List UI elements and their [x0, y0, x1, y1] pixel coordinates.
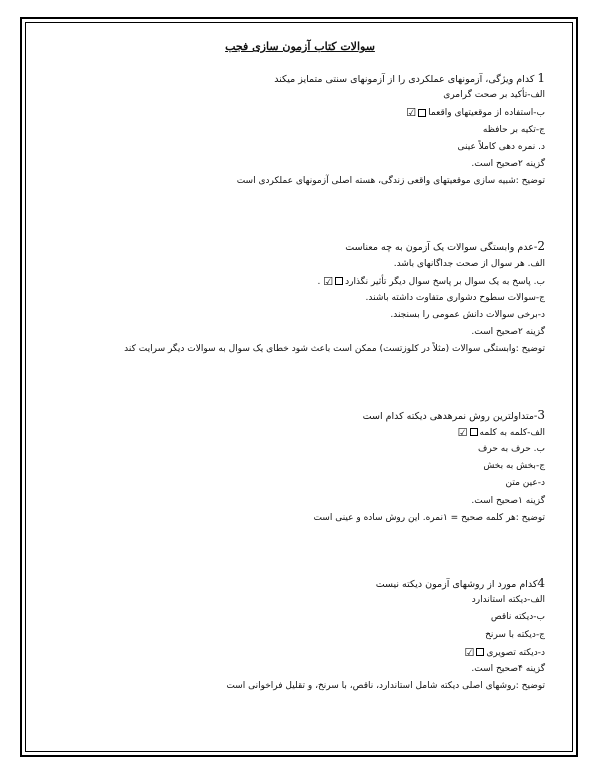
question-number: 2 [537, 239, 545, 254]
option-a [75, 424, 545, 441]
explanation-line: توضیح :وابستگی سوالات (مثلاً در کلوزتست) ممکن است باعث شود خطای یک سوال به سوالات دیگر سرایت کند [124, 344, 545, 355]
question-stem: -عدم وابستگی سوالات یک آزمون به چه معناست [345, 242, 538, 254]
checkbox-icon [476, 648, 484, 656]
option-text: الف-کلمه به کلمه [479, 427, 545, 438]
option-d [75, 307, 545, 324]
question-stem: کدام ویژگی، آزمونهای عملکردی را از آزمونهای سنتی متمایز میکند [274, 74, 538, 85]
answer-line: گزینه ۲صحیح است. [471, 327, 545, 338]
question-text [75, 575, 545, 592]
question-text [75, 407, 545, 424]
option-c [75, 122, 545, 139]
option-d [75, 139, 545, 156]
option-text: د-برخی سوالات دانش عمومی را بسنجند. [390, 310, 545, 321]
question-stem: -متداولترین روش نمرهدهی دیکته کدام است [362, 410, 538, 422]
option-text: الف-تأکید بر صحت گرامری [443, 90, 545, 101]
option-a [75, 87, 545, 104]
option-text: ب-دیکته ناقص [490, 612, 545, 623]
explanation-line: توضیح :هر کلمه صحیح = ۱نمره. این روش ساده و عینی است [313, 512, 545, 523]
option-c [75, 458, 545, 475]
option-c [75, 627, 545, 644]
option-text: د-عین متن [505, 478, 545, 489]
question-1 [75, 70, 545, 190]
option-text: الف. هر سوال از صحت جداگانهای باشد. [393, 258, 545, 269]
checkbox-icon [418, 109, 426, 117]
option-b [75, 441, 545, 458]
option-text: د-دیکته تصویری [486, 647, 545, 658]
option-b [75, 609, 545, 626]
answer-line: گزینه ۲صحیح است. [471, 158, 545, 169]
answer-line: گزینه ۴صحیح است. [471, 663, 545, 674]
option-b [75, 104, 545, 121]
checked-box-icon: ☑ [406, 106, 417, 120]
checkbox-icon [470, 428, 478, 436]
option-a [75, 592, 545, 609]
question-4 [75, 575, 545, 695]
checked-box-icon: ☑ [464, 645, 475, 659]
option-b: ب. پاسخ به یک سوال بر پاسخ سوال دیگر تأثیر نگذارد☑ . [317, 274, 545, 288]
option-c [75, 290, 545, 307]
question-text [75, 70, 545, 87]
question-number: 4 [537, 575, 545, 590]
question-text [75, 238, 545, 255]
option-d [75, 475, 545, 492]
option-text: ج-سوالات سطوح دشواری متفاوت داشته باشند. [365, 292, 545, 303]
document-title: سوالات کتاب آزمون سازی فجب [225, 40, 375, 53]
explanation-line: توضیح :روشهای اصلی دیکته شامل استاندارد، ناقص، با سرنخ، و تقلیل فراخوانی است [226, 681, 545, 692]
question-number: 3 [537, 407, 545, 422]
option-text: د. نمره دهی کاملاً عینی [457, 141, 545, 152]
option-text: الف-دیکته استاندارد [471, 595, 545, 606]
answer-line: گزینه ۱صحیح است. [471, 495, 545, 506]
explanation-line: توضیح :شبیه سازی موقعیتهای واقعی زندگی، هسته اصلی آزمونهای عملکردی است [236, 176, 545, 187]
question-stem: کدام مورد از روشهای آزمون دیکته نیست [375, 578, 538, 590]
question-list [75, 70, 545, 695]
question-3 [75, 407, 545, 527]
checked-box-icon: ☑ [323, 274, 334, 288]
option-text: ب. حرف به حرف [478, 444, 545, 454]
option-text: ب-استفاده از موقعیتهای واقعما [428, 108, 545, 119]
checkbox-icon [335, 277, 343, 285]
option-a [75, 256, 545, 273]
question-number: 1 [537, 71, 545, 85]
option-text: ب. پاسخ به یک سوال بر پاسخ سوال دیگر تأثیر نگذارد [345, 276, 545, 287]
question-2 [75, 238, 545, 358]
option-text: ج-تکیه بر حافظه [482, 124, 545, 135]
option-text: ج-بخش به بخش [483, 461, 545, 472]
option-text: ج-دیکته با سرنخ [485, 629, 545, 640]
option-d [75, 644, 545, 661]
checked-box-icon: ☑ [457, 425, 468, 439]
